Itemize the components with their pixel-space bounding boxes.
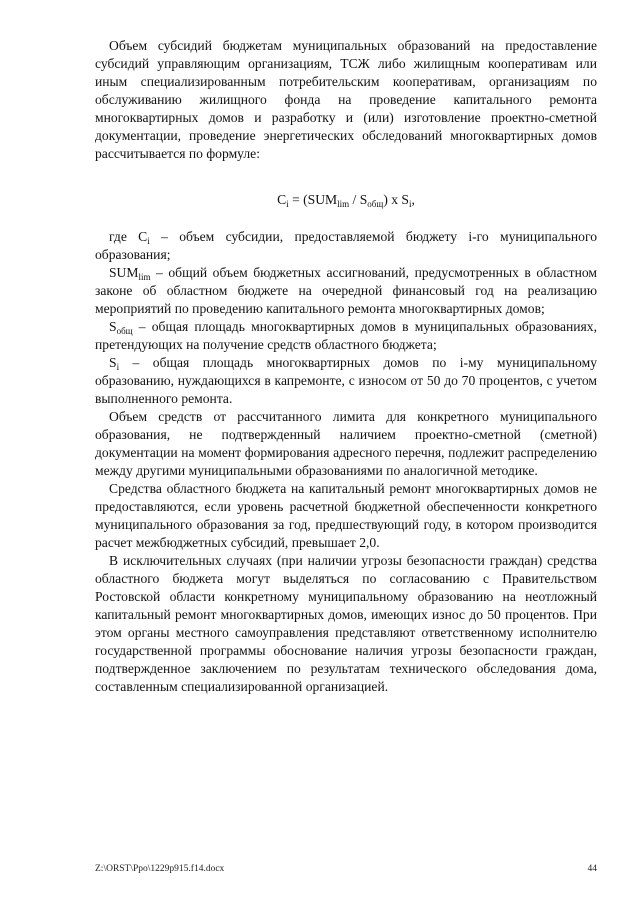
definition-sobsh — [95, 318, 597, 354]
def-sumlim-symbol: SUM — [109, 265, 139, 280]
formula-s-sub: i — [409, 199, 412, 209]
def-sumlim-text: – общий объем бюджетных ассигнований, предусмотренных в областном законе об областном бюджете на очередной финансовый год на реализацию мероприятий по проведению капитального ремонта многоквартирных домов; — [95, 265, 597, 316]
formula-slash: / S — [349, 192, 368, 207]
formula-obsh-sub: общ — [367, 199, 384, 209]
def-si-text: – общая площадь многоквартирных домов по i-му муниципальному образованию, нуждающихся в капремонте, с износом от 50 до 70 процентов, с учетом выполненного ремонта. — [95, 355, 597, 406]
document-body — [95, 37, 597, 696]
def-ci-sub: i — [147, 236, 150, 246]
formula — [95, 191, 597, 209]
formula-times: ) x S — [383, 192, 409, 207]
def-ci-symbol: где C — [109, 229, 148, 244]
def-sumlim-sub: lim — [138, 272, 151, 282]
intro-paragraph: Объем субсидий бюджетам муниципальных образований на предоставление субсидий управляющим организациям, ТСЖ либо жилищным кооперативам или иным специализированным потребительским кооперативам, организациям по обслуживанию жилищного фонда на проведение капитального ремонта многоквартирных домов и разработку и (или) изготовление проектно-сметной документации, проведение энергетических обследований многоквартирных домов рассчитывается по формуле: — [95, 38, 597, 161]
formula-end: , — [411, 192, 415, 207]
footer-page-number: 44 — [587, 864, 597, 874]
footer-file-path: Z:\ORST\Ppo\1229p915.f14.docx — [95, 864, 225, 874]
def-si-sub: i — [116, 362, 120, 372]
formula-eq: = (SUM — [288, 192, 338, 207]
def-sobsh-sub: общ — [116, 326, 133, 336]
def-si-symbol: S — [109, 355, 117, 370]
def-sobsh-symbol: S — [109, 319, 117, 334]
paragraph-limit-redistribution: Объем средств от рассчитанного лимита для конкретного муниципального образования, не подтвержденный наличием проектно-сметной (сметной) документации на момент формирования адресного перечня, подлежит распределению между другими муниципальными образованиями по аналогичной методике. — [95, 409, 597, 478]
formula-lhs: C — [277, 192, 287, 207]
page-footer — [95, 864, 597, 874]
def-ci-text: – объем субсидии, предоставляемой бюджету i-го муниципального образования; — [95, 229, 597, 262]
definition-sumlim — [95, 264, 597, 318]
paragraph-exceptional-cases: В исключительных случаях (при наличии угрозы безопасности граждан) средства областного бюджета могут выделяться по согласованию с Правительством Ростовской области конкретному муниципальному образованию на неотложный капитальный ремонт многоквартирных домов, имеющих износ до 50 процентов. При этом органы местного самоуправления представляют ответственному исполнителю государственной программы обоснование наличия угрозы безопасности граждан, подтвержденное заключением по результатам технического обследования дома, составленным специализированной организацией. — [95, 553, 597, 694]
definition-ci — [95, 228, 597, 264]
formula-lim-sub: lim — [337, 199, 350, 209]
formula-lhs-sub: i — [286, 199, 289, 209]
paragraph-budget-threshold: Средства областного бюджета на капитальный ремонт многоквартирных домов не предоставляются, если уровень расчетной бюджетной обеспеченности конкретного муниципального образования за год, предшествующий году, в котором производится расчет межбюджетных субсидий, превышает 2,0. — [95, 481, 597, 550]
definition-si — [95, 354, 597, 408]
def-sobsh-text: – общая площадь многоквартирных домов в муниципальных образованиях, претендующих на получение средств областного бюджета; — [95, 319, 597, 352]
